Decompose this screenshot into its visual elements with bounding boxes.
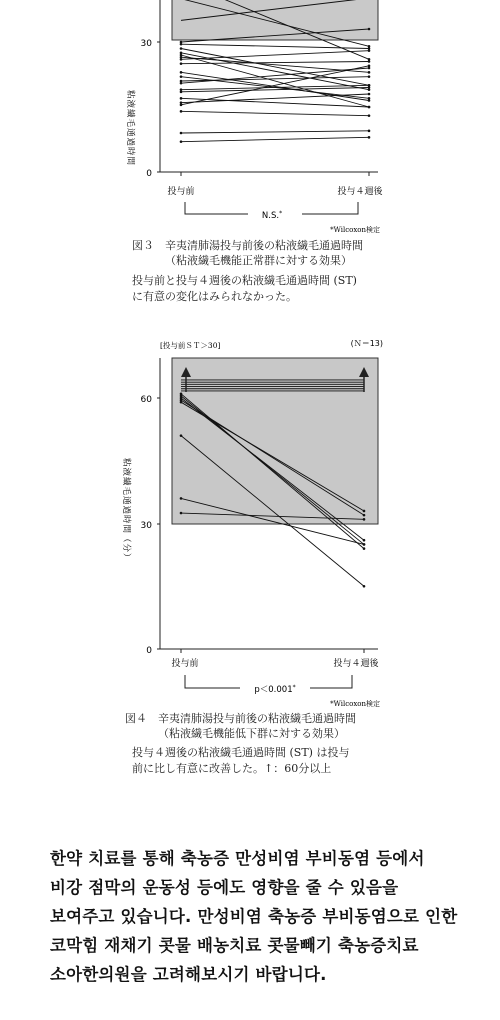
- significance-label: p＜0.001*: [254, 684, 296, 695]
- series-line: [181, 94, 369, 103]
- point-after: [363, 539, 366, 542]
- point-after: [368, 60, 371, 63]
- test-note: *Wilcoxon検定: [330, 700, 380, 708]
- point-after: [368, 106, 371, 109]
- series-line: [181, 88, 369, 92]
- x-label-after: 投与４週後: [337, 187, 383, 197]
- x-label-before: 投与前: [167, 187, 195, 197]
- point-after: [368, 136, 371, 139]
- figure-3-subtitle: （粘液繊毛機能正常群に対する効果）: [165, 254, 352, 267]
- y-tick-label-0: 0: [146, 646, 152, 656]
- point-before: [180, 43, 183, 46]
- point-before: [180, 91, 183, 94]
- point-after: [368, 71, 371, 74]
- point-after: [368, 65, 371, 68]
- n-label: (Ｎ＝13): [350, 339, 383, 348]
- point-before: [180, 71, 183, 74]
- point-after: [363, 518, 366, 521]
- point-after: [368, 75, 371, 78]
- figure-4-title: 図４ 辛夷清肺湯投与前後の粘液繊毛通過時間: [125, 712, 356, 725]
- figure-3: [0, 0, 500, 345]
- shaded-region: [172, 358, 378, 524]
- point-before: [180, 110, 183, 113]
- point-after: [363, 585, 366, 588]
- figure-4: [0, 330, 500, 810]
- point-after: [363, 543, 366, 546]
- point-after: [363, 514, 366, 517]
- point-after: [363, 510, 366, 513]
- figure-3-desc-2: に有意の変化はみられなかった。: [132, 290, 297, 303]
- point-before: [180, 62, 183, 65]
- article-body: 한약 치료를 통해 축농증 만성비염 부비동염 등에서 비강 점막의 운동성 등에도 영향을 줄 수 있음을 보여주고 있습니다. 만성비염 축농증 부비동염으로 인한 코막힘 재채기 콧물 배농치료 콧물빼기 축농증치료 소아한의원을 고려해보시기 바랍니다.: [50, 849, 458, 984]
- point-before: [180, 132, 183, 135]
- significance-label: N.S.*: [261, 210, 283, 221]
- point-before: [180, 497, 183, 500]
- y-tick-label-60: 60: [140, 395, 152, 405]
- point-before: [180, 97, 183, 100]
- test-note: *Wilcoxon検定: [330, 226, 380, 234]
- point-before: [180, 75, 183, 78]
- series-line: [181, 131, 369, 133]
- y-axis-label: 粘液繊毛通過時間: [125, 90, 135, 167]
- point-after: [368, 49, 371, 52]
- series-line: [181, 111, 369, 115]
- group-label: [投与前ＳＴ＞30]: [160, 341, 221, 350]
- point-before: [180, 401, 183, 404]
- point-before: [180, 104, 183, 107]
- point-before: [180, 140, 183, 143]
- x-label-before: 投与前: [171, 659, 199, 669]
- x-label-after: 投与４週後: [333, 659, 379, 669]
- point-after: [368, 86, 371, 89]
- point-before: [180, 434, 183, 437]
- series-line: [181, 77, 369, 81]
- point-before: [180, 47, 183, 50]
- y-tick-label-0: 0: [146, 169, 152, 179]
- y-tick-label-30: 30: [140, 39, 152, 49]
- series-line: [181, 137, 369, 141]
- point-before: [180, 58, 183, 61]
- point-after: [368, 114, 371, 117]
- figure-4-subtitle: （粘液繊毛機能低下群に対する効果）: [158, 727, 345, 740]
- series-line: [181, 44, 369, 48]
- figure-3-desc-1: 投与前と投与４週後の粘液繊毛通過時間 (ST): [132, 274, 357, 287]
- point-after: [363, 547, 366, 550]
- y-axis-label: 粘液繊毛通過時間（分）: [121, 458, 131, 563]
- series-line: [181, 51, 369, 60]
- y-tick-label-30: 30: [140, 521, 152, 531]
- point-after: [368, 93, 371, 96]
- figure-4-desc-1: 投与４週後の粘液繊毛通過時間 (ST) は投与: [132, 746, 350, 759]
- point-after: [368, 97, 371, 100]
- point-after: [368, 130, 371, 133]
- point-before: [180, 512, 183, 515]
- point-before: [180, 82, 183, 85]
- point-after: [368, 28, 371, 31]
- figure-4-desc-2: 前に比し有意に改善した。↑：60分以上: [132, 762, 332, 775]
- figure-3-title: 図３ 辛夷清肺湯投与前後の粘液繊毛通過時間: [132, 239, 363, 252]
